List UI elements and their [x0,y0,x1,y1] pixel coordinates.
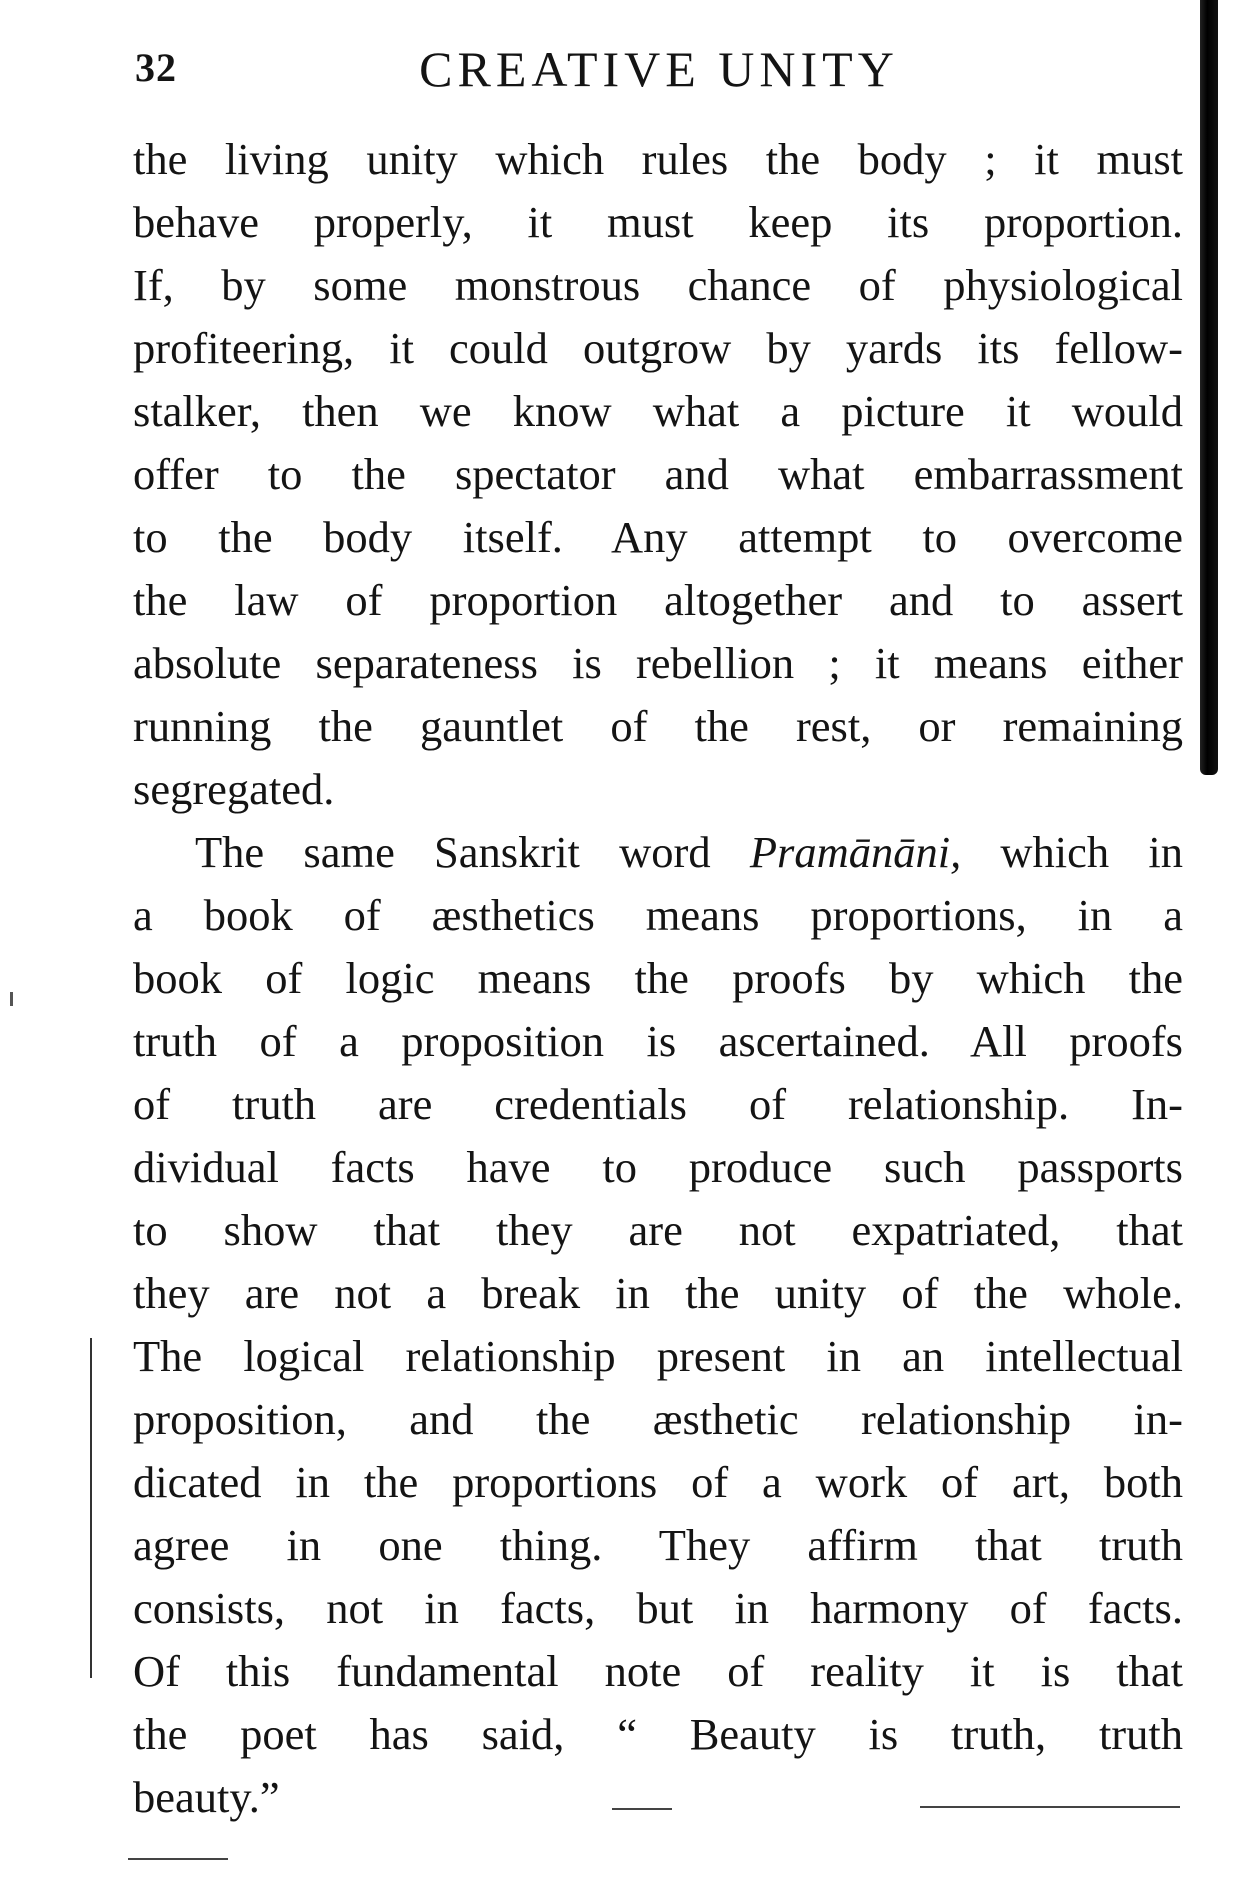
text-line: truth of a proposition is ascertained. All proofs [133,1016,1183,1066]
text-line: the law of proportion altogether and to assert [133,575,1183,625]
text-line [133,821,1183,884]
body-text [133,128,1183,1829]
page-header [135,36,1183,106]
text-line: absolute separateness is rebellion ; it means either [133,638,1183,688]
paragraph-2 [133,821,1183,1829]
text-line: the living unity which rules the body ; it must [133,134,1183,184]
text-line: beauty.” [133,1772,280,1822]
page-edge-shadow [1200,0,1218,775]
text-line: segregated. [133,764,335,814]
text-line: a book of æsthetics means proportions, in a [133,890,1183,940]
text-line: to show that they are not expatriated, that [133,1205,1183,1255]
running-head: CREATIVE UNITY [419,41,899,97]
text-line: the poet has said, “ Beauty is truth, truth [133,1709,1183,1759]
text-line: behave properly, it must keep its proportion. [133,197,1183,247]
text-line: to the body itself. Any attempt to overcome [133,512,1183,562]
text-line: If, by some monstrous chance of physiological [133,260,1183,310]
sanskrit-term: Pramānāni, [749,827,962,877]
text-line: book of logic means the proofs by which the [133,953,1183,1003]
pencil-underline [128,1858,228,1860]
text-line: stalker, then we know what a picture it would [133,386,1183,436]
text-line: dividual facts have to produce such passports [133,1142,1183,1192]
text-run: The same Sanskrit word [195,827,750,877]
text-line: running the gauntlet of the rest, or remaining [133,701,1183,751]
text-line: of truth are credentials of relationship. In- [133,1079,1183,1129]
text-line: Of this fundamental note of reality it is that [133,1646,1183,1696]
text-line: they are not a break in the unity of the whole. [133,1268,1183,1318]
text-line: consists, not in facts, but in harmony of facts. [133,1583,1183,1633]
margin-speck [10,992,13,1006]
text-line: offer to the spectator and what embarrassment [133,449,1183,499]
paragraph-1 [133,128,1183,821]
page-number: 32 [135,45,177,90]
text-line: profiteering, it could outgrow by yards its fellow- [133,323,1183,373]
text-line: agree in one thing. They affirm that truth [133,1520,1183,1570]
text-line: dicated in the proportions of a work of art, both [133,1457,1183,1507]
margin-pencil-mark [90,1338,92,1678]
text-run: which in [961,827,1183,877]
text-line: proposition, and the æsthetic relationship in- [133,1394,1183,1444]
text-line: The logical relationship present in an intellectual [133,1331,1183,1381]
